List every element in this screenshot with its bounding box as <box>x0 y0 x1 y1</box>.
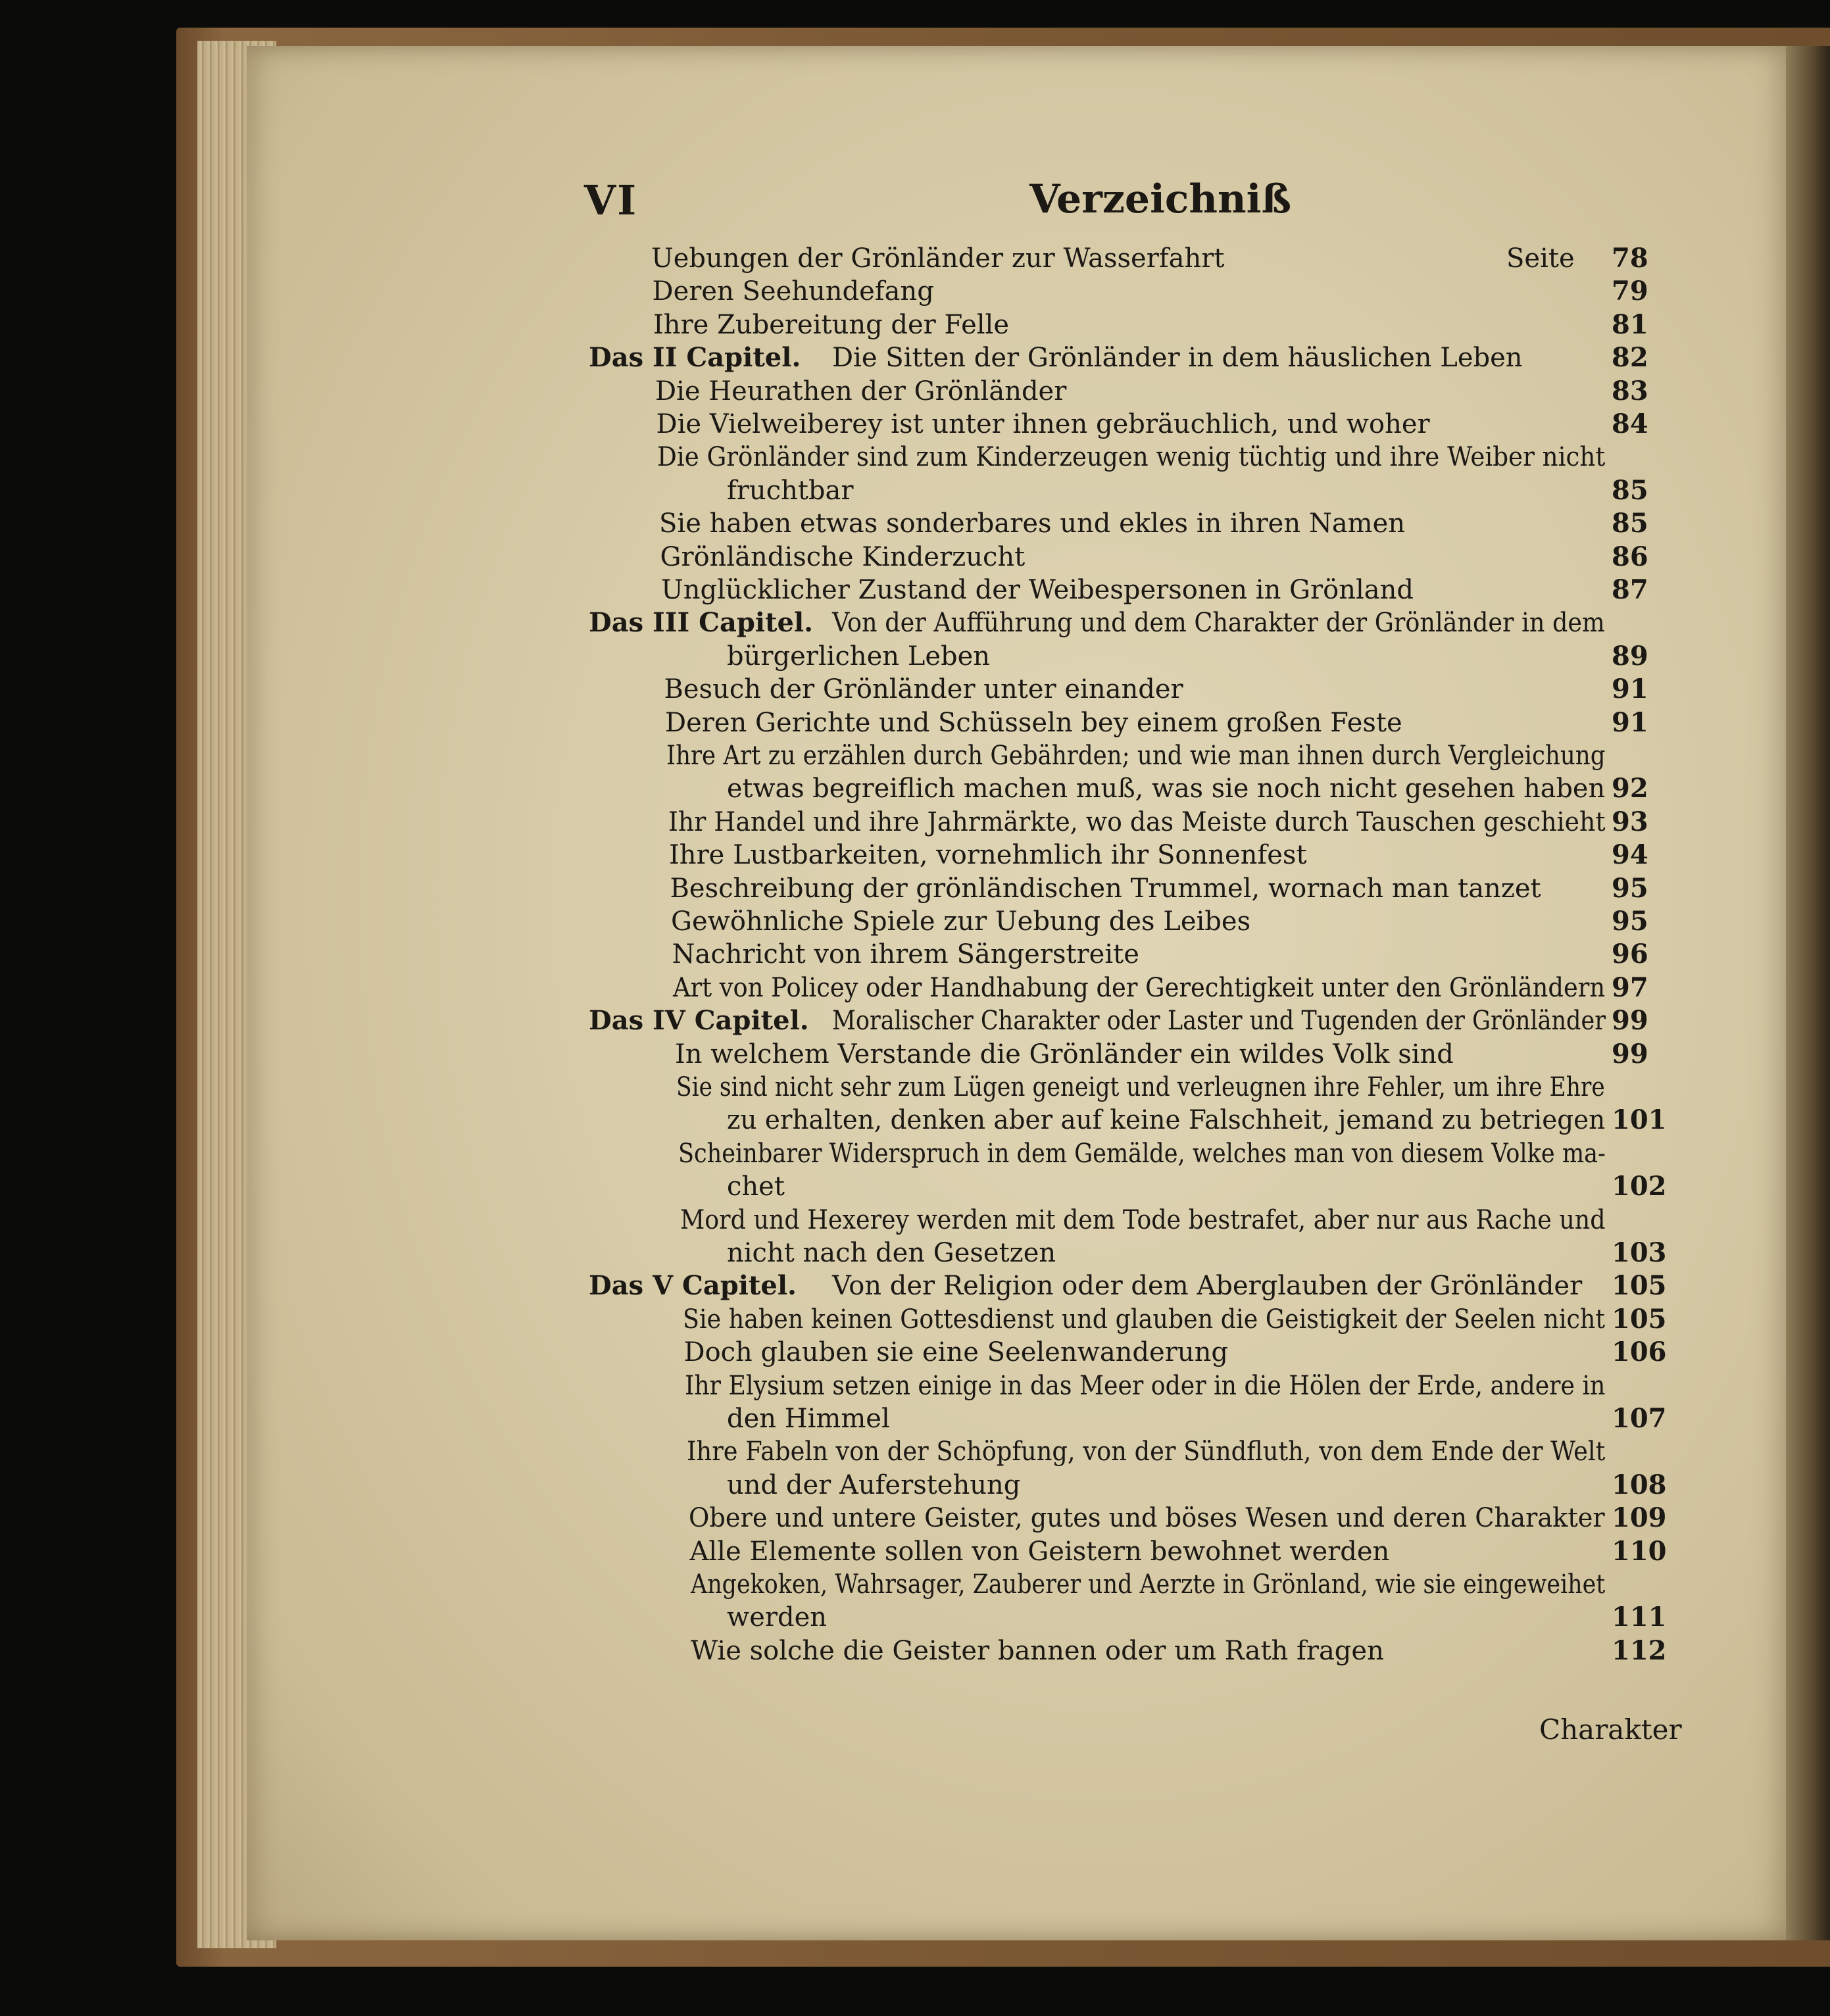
page-number: 85 <box>1612 474 1648 506</box>
page-number: 92 <box>1612 773 1648 804</box>
entry-text: Doch glauben sie eine Seelenwanderung <box>683 1337 1228 1368</box>
catchword: Charakter <box>1539 1713 1682 1746</box>
entry-text: bürgerlichen Leben <box>727 641 991 672</box>
entry-text: Von der Aufführung und dem Charakter der Grönländer in dem <box>832 608 1605 639</box>
entry-text: Moralischer Charakter oder Laster und Tugenden der Grönländer <box>832 1006 1606 1037</box>
entry-text: chet <box>727 1171 785 1202</box>
entry-text: Die Heurathen der Grönländer <box>655 376 1067 406</box>
entry-text: und der Auferstehung <box>727 1469 1021 1500</box>
page-number: 97 <box>1612 971 1648 1003</box>
toc-entry <box>0 839 1830 872</box>
entry-text: Alle Elemente sollen von Geistern bewohnet werden <box>689 1536 1390 1567</box>
toc-entry <box>0 1303 1830 1336</box>
entry-text: Die Grönländer sind zum Kinderzeugen wenig tüchtig und ihre Weiber nicht <box>657 442 1606 473</box>
entry-text: Wie solche die Geister bannen oder um Rath fragen <box>691 1635 1384 1666</box>
page-number: 79 <box>1612 276 1648 307</box>
entry-text: Uebungen der Grönländer zur Wasserfahrt <box>651 243 1225 274</box>
toc-entry <box>0 1469 1830 1502</box>
toc-entry <box>0 1601 1830 1634</box>
toc-entry <box>0 872 1830 905</box>
page-number: 103 <box>1612 1237 1667 1268</box>
page-number: 81 <box>1612 308 1648 340</box>
toc-entry <box>0 541 1830 574</box>
entry-text: Ihr Elysium setzen einige in das Meer oder in die Hölen der Erde, andere in <box>685 1370 1606 1401</box>
page-number: 106 <box>1612 1337 1667 1368</box>
chapter-label: Das III Capitel. <box>589 607 814 639</box>
entry-text: Ihre Zubereitung der Felle <box>653 309 1010 340</box>
toc-entry <box>0 507 1830 540</box>
chapter-entry <box>0 1269 1830 1302</box>
toc-entry <box>0 1369 1830 1402</box>
folio-number: VI <box>584 176 638 224</box>
page-number: 82 <box>1612 342 1648 374</box>
running-title: Verzeichniß <box>1029 176 1292 222</box>
entry-text: zu erhalten, denken aber auf keine Falschheit, jemand zu betriegen <box>727 1105 1606 1136</box>
entry-text: Die Sitten der Grönländer in dem häuslichen Leben <box>832 343 1523 374</box>
toc-entry <box>0 1237 1830 1269</box>
entry-text: Deren Seehundefang <box>652 276 934 307</box>
toc-entry <box>0 938 1830 971</box>
chapter-label: Das IV Capitel. <box>589 1005 809 1037</box>
page-number: 105 <box>1612 1270 1667 1302</box>
toc-entry <box>0 408 1830 441</box>
chapter-entry <box>0 341 1830 374</box>
entry-text: Mord und Hexerey werden mit dem Tode bestrafet, aber nur aus Rache und <box>680 1204 1606 1235</box>
toc-entry <box>0 1204 1830 1237</box>
toc-entry <box>0 640 1830 673</box>
entry-text: Besuch der Grönländer unter einander <box>664 674 1183 705</box>
entry-text: den Himmel <box>727 1404 890 1434</box>
entry-text: Ihre Art zu erzählen durch Gebährden; und wie man ihnen durch Vergleichung <box>666 741 1605 771</box>
page-number: 87 <box>1612 574 1648 605</box>
toc-entry <box>0 1170 1830 1203</box>
entry-text: Gewöhnliche Spiele zur Uebung des Leibes <box>671 906 1251 937</box>
page-number: 84 <box>1612 408 1648 439</box>
page-number: 85 <box>1612 508 1648 539</box>
toc-entry <box>0 242 1830 275</box>
page-number: 109 <box>1612 1502 1667 1534</box>
page-number: 107 <box>1612 1403 1667 1434</box>
page-number: 83 <box>1612 375 1648 406</box>
entry-text: Art von Policey oder Handhabung der Gerechtigkeit unter den Grönländern <box>673 972 1606 1003</box>
toc-entry <box>0 1071 1830 1104</box>
page-number: 95 <box>1612 872 1648 904</box>
seite-label: Seite <box>1506 243 1575 274</box>
entry-text: Ihre Lustbarkeiten, vornehmlich ihr Sonnenfest <box>669 840 1307 871</box>
entry-text: Sie haben keinen Gottesdienst und glauben die Geistigkeit der Seelen nicht <box>683 1304 1606 1335</box>
toc-entry <box>0 1137 1830 1170</box>
toc-entry <box>0 1402 1830 1435</box>
toc-entry <box>0 1336 1830 1369</box>
chapter-entry <box>0 606 1830 639</box>
toc-entry <box>0 308 1830 341</box>
page-number: 94 <box>1612 839 1648 871</box>
toc-entry <box>0 275 1830 308</box>
toc-entry <box>0 1535 1830 1568</box>
toc-entry <box>0 1038 1830 1071</box>
page-header <box>0 176 1830 235</box>
chapter-entry <box>0 1004 1830 1037</box>
toc-entry <box>0 574 1830 606</box>
entry-text: Obere und untere Geister, gutes und böses Wesen und deren Charakter <box>689 1503 1605 1534</box>
page-number: 108 <box>1612 1469 1667 1500</box>
entry-text: Deren Gerichte und Schüsseln bey einem großen Feste <box>665 707 1402 738</box>
page-number: 91 <box>1612 706 1648 738</box>
toc-entry <box>0 1104 1830 1137</box>
page-number: 93 <box>1612 806 1648 837</box>
page-number: 78 <box>1612 243 1648 274</box>
toc-entry <box>0 706 1830 739</box>
page-number: 99 <box>1612 1038 1648 1069</box>
toc-entry <box>0 1502 1830 1535</box>
page-number: 89 <box>1612 640 1648 672</box>
toc-entry <box>0 441 1830 474</box>
page-number: 95 <box>1612 906 1648 937</box>
toc-entry <box>0 971 1830 1004</box>
page-number: 102 <box>1612 1171 1667 1202</box>
entry-text: In welchem Verstande die Grönländer ein wildes Volk sind <box>675 1039 1454 1069</box>
entry-text: etwas begreiflich machen muß, was sie noch nicht gesehen haben <box>727 774 1606 804</box>
entry-text: Nachricht von ihrem Sängerstreite <box>672 939 1139 970</box>
entry-text: Sie sind nicht sehr zum Lügen geneigt und verleugnen ihre Fehler, um ihre Ehre <box>676 1072 1605 1102</box>
toc-entry <box>0 1635 1830 1667</box>
entry-text: Ihre Fabeln von der Schöpfung, von der Sündfluth, von dem Ende der Welt <box>687 1437 1606 1467</box>
entry-text: werden <box>727 1602 828 1633</box>
toc-entry <box>0 806 1830 839</box>
toc-entry <box>0 474 1830 507</box>
page-number: 105 <box>1612 1303 1667 1335</box>
page-number: 86 <box>1612 541 1648 572</box>
entry-text: Angekoken, Wahrsager, Zauberer und Aerzte in Grönland, wie sie eingeweihet <box>691 1569 1606 1600</box>
entry-text: Von der Religion oder dem Aberglauben der Grönländer <box>832 1271 1583 1302</box>
page-number: 91 <box>1612 674 1648 705</box>
page-number: 96 <box>1612 939 1648 970</box>
chapter-label: Das II Capitel. <box>589 342 801 374</box>
page-number: 99 <box>1612 1005 1648 1037</box>
page-number: 101 <box>1612 1104 1667 1136</box>
toc-entry <box>0 739 1830 772</box>
page-number: 110 <box>1612 1535 1667 1567</box>
toc-entry <box>0 905 1830 938</box>
entry-text: Ihr Handel und ihre Jahrmärkte, wo das Meiste durch Tauschen geschieht <box>668 806 1606 837</box>
entry-text: nicht nach den Gesetzen <box>727 1238 1056 1268</box>
entry-text: fruchtbar <box>727 475 854 506</box>
entry-text: Scheinbarer Widerspruch in dem Gemälde, welches man von diesem Volke ma- <box>678 1138 1606 1169</box>
entry-text: Unglücklicher Zustand der Weibespersonen in Grönland <box>661 575 1414 605</box>
entry-text: Beschreibung der grönländischen Trummel, wornach man tanzet <box>670 873 1541 904</box>
page-number: 111 <box>1612 1602 1667 1633</box>
toc-entry <box>0 1568 1830 1601</box>
entry-text: Grönländische Kinderzucht <box>660 541 1026 572</box>
toc-entry <box>0 1435 1830 1468</box>
entry-text: Die Vielweiberey ist unter ihnen gebräuchlich, und woher <box>656 409 1430 439</box>
page-number: 112 <box>1612 1635 1667 1666</box>
entry-text: Sie haben etwas sonderbares und ekles in ihren Namen <box>659 508 1406 539</box>
toc-entry <box>0 772 1830 805</box>
toc-entry <box>0 673 1830 706</box>
chapter-label: Das V Capitel. <box>589 1270 797 1302</box>
toc-entry <box>0 375 1830 408</box>
